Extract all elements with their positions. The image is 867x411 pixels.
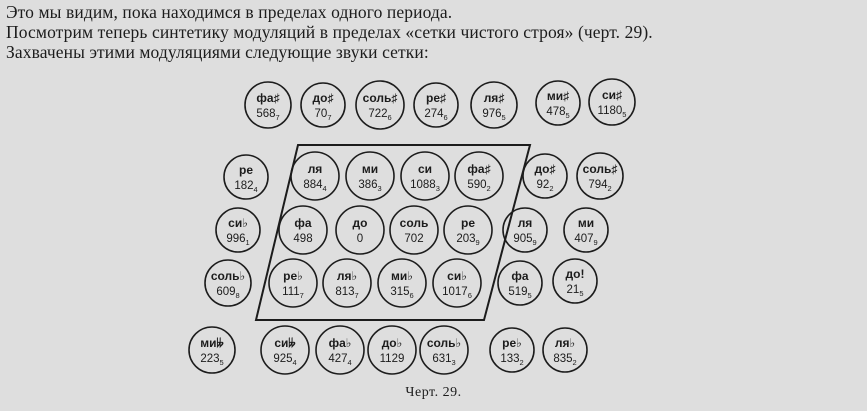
note-name: си♭ [228, 216, 248, 230]
note-subscript: 7 [354, 291, 359, 300]
note-value: $133_2$ [500, 353, 524, 367]
text-line-2: Посмотрим теперь синтетику модуляций в пределах «сетки чистого строя» (черт. 29). [6, 22, 653, 42]
note-name: ми𝄫 [200, 336, 224, 350]
note-circle [490, 328, 534, 372]
note-circle [356, 81, 404, 129]
note-value: $925_4$ [273, 353, 297, 367]
note-value: $274_6$ [424, 108, 448, 122]
note-circle-outline [420, 326, 468, 374]
note-subscript: 5 [565, 111, 570, 120]
note-circle-outline [336, 206, 384, 254]
note-value: $884_4$ [303, 179, 327, 193]
note-circle [420, 326, 468, 374]
note-subscript: 6 [387, 113, 392, 122]
note-subscript: 3 [451, 358, 456, 367]
note-name: фа♭ [328, 336, 352, 350]
note-circle [316, 326, 364, 374]
note-name: соль [399, 216, 429, 230]
note-circle-outline [564, 208, 608, 252]
note-circle-outline [301, 83, 345, 127]
note-name: соль♭ [210, 269, 246, 283]
note-circle [553, 259, 597, 303]
note-name: соль♭ [426, 336, 462, 350]
note-circle-outline [401, 152, 449, 200]
note-name: ля♭ [336, 269, 358, 283]
figure-caption: Черт. 29. [405, 385, 462, 400]
note-value: $568_7$ [256, 108, 280, 122]
note-subscript: 6 [467, 291, 472, 300]
note-name: ми [577, 216, 595, 230]
note-name: си♭ [447, 269, 467, 283]
note-circle-outline [523, 154, 567, 198]
note-circle-outline [245, 82, 291, 128]
note-subscript: 4 [292, 358, 297, 367]
note-subscript: 1 [245, 238, 250, 247]
note-circle [346, 152, 394, 200]
note-circles [189, 79, 635, 374]
note-value: $813_7$ [335, 286, 359, 300]
note-circle [291, 152, 339, 200]
note-name: ля♭ [554, 336, 576, 350]
note-circle-outline [216, 208, 260, 252]
note-subscript: 2 [486, 184, 491, 193]
note-circle [279, 206, 327, 254]
note-value: $223_5$ [200, 353, 224, 367]
note-value: $1180_5$ [597, 105, 627, 119]
note-value: $21_5$ [566, 284, 584, 298]
note-circle [301, 83, 345, 127]
note-circle-outline [490, 328, 534, 372]
note-name: фа♯ [256, 91, 280, 105]
note-name: соль♯ [362, 91, 398, 105]
note-subscript: 3 [377, 184, 382, 193]
note-value: 702 [404, 233, 424, 245]
note-value: $722_6$ [368, 108, 392, 122]
note-value: $203_9$ [456, 233, 480, 247]
note-circle [245, 82, 291, 128]
note-circle [455, 152, 503, 200]
note-circle [216, 208, 260, 252]
note-name: ми [361, 162, 379, 176]
note-circle [523, 154, 567, 198]
note-circle-outline [316, 326, 364, 374]
note-value: $407_9$ [574, 233, 598, 247]
note-name: до♯ [312, 91, 334, 105]
note-subscript: 2 [572, 358, 577, 367]
note-value: 1129 [379, 353, 405, 365]
note-subscript: 4 [347, 358, 352, 367]
note-circle-outline [205, 260, 251, 306]
note-circle-outline [368, 326, 416, 374]
note-value: $976_5$ [482, 108, 506, 122]
note-name: фа [294, 216, 312, 230]
note-circle [269, 259, 317, 307]
note-subscript: 2 [519, 358, 524, 367]
note-name: ре♭ [283, 269, 303, 283]
note-name: ля [307, 162, 323, 176]
note-circle-outline [589, 79, 635, 125]
note-value: $1088_3$ [410, 179, 440, 193]
note-circle [536, 81, 580, 125]
note-subscript: 5 [622, 110, 627, 119]
note-value: $111_7$ [282, 286, 304, 300]
note-circle [433, 259, 481, 307]
note-subscript: 6 [409, 291, 414, 300]
note-subscript: 2 [549, 184, 554, 193]
note-value: 498 [293, 233, 313, 245]
note-value: $905_9$ [513, 233, 537, 247]
note-value: $590_2$ [467, 179, 491, 193]
note-subscript: 2 [607, 184, 612, 193]
note-value: $478_5$ [546, 106, 570, 120]
note-circle-outline [291, 152, 339, 200]
note-circle [224, 155, 268, 199]
note-circle [444, 206, 492, 254]
note-circle-outline [444, 206, 492, 254]
note-circle-outline [378, 259, 426, 307]
note-circle-outline [455, 152, 503, 200]
text-line-3: Захвачены этими модуляциями следующие звуки сетки: [6, 42, 429, 62]
note-name: ми♯ [546, 89, 570, 103]
note-circle [577, 153, 623, 199]
note-value: $386_3$ [358, 179, 382, 193]
note-circle [378, 259, 426, 307]
note-name: ре♯ [425, 91, 447, 105]
note-value: $609_8$ [216, 286, 240, 300]
note-name: си𝄫 [274, 336, 296, 350]
note-name: ля♯ [483, 91, 505, 105]
note-subscript: 6 [443, 113, 448, 122]
note-value: $1017_6$ [442, 286, 472, 300]
note-value: 0 [356, 233, 364, 245]
note-value: $92_2$ [536, 179, 554, 193]
note-circle-outline [323, 259, 371, 307]
note-value: $996_1$ [226, 233, 250, 247]
note-circle-outline [224, 155, 268, 199]
note-name: до♭ [381, 336, 403, 350]
note-name: до♯ [534, 162, 556, 176]
note-circle-outline [346, 152, 394, 200]
note-circle [401, 152, 449, 200]
note-circle [471, 82, 517, 128]
note-circle [205, 260, 251, 306]
text-line-1: Это мы видим, пока находимся в пределах одного периода. [6, 2, 453, 22]
note-subscript: 9 [593, 238, 598, 247]
note-value: $182_4$ [234, 180, 258, 194]
note-circle [564, 208, 608, 252]
note-name: соль♯ [582, 162, 618, 176]
note-circle-outline [503, 208, 547, 252]
note-circle-outline [543, 328, 587, 372]
note-circle-outline [498, 261, 542, 305]
note-value: $794_2$ [588, 179, 612, 193]
note-circle [498, 261, 542, 305]
note-subscript: 3 [435, 184, 440, 193]
note-circle-outline [414, 83, 458, 127]
note-subscript: 5 [501, 113, 506, 122]
note-name: си♯ [601, 88, 623, 102]
note-name: ре♭ [502, 336, 522, 350]
note-value: $519_5$ [508, 286, 532, 300]
note-name: си [417, 162, 433, 176]
note-name: до [352, 216, 368, 230]
note-subscript: 5 [219, 358, 224, 367]
note-circle [261, 326, 309, 374]
note-circle [189, 327, 235, 373]
note-circle-outline [536, 81, 580, 125]
note-name: ре [460, 216, 476, 230]
note-circle [390, 206, 438, 254]
note-value: $427_4$ [328, 353, 352, 367]
note-circle [323, 259, 371, 307]
note-circle-outline [390, 206, 438, 254]
note-subscript: 8 [235, 291, 240, 300]
note-value: $70_7$ [314, 108, 332, 122]
note-circle-outline [471, 82, 517, 128]
note-circle-outline [261, 326, 309, 374]
note-subscript: 4 [322, 184, 327, 193]
note-name: ми♭ [391, 269, 413, 283]
note-circle-outline [269, 259, 317, 307]
note-name: ре [238, 163, 254, 177]
note-circle-outline [279, 206, 327, 254]
note-subscript: 7 [275, 113, 280, 122]
note-subscript: 4 [253, 185, 258, 194]
note-value: $631_3$ [432, 353, 456, 367]
note-subscript: 7 [299, 291, 304, 300]
note-name: фа [511, 269, 529, 283]
note-circle [503, 208, 547, 252]
note-circle [543, 328, 587, 372]
note-circle [414, 83, 458, 127]
note-value: $315_6$ [390, 286, 414, 300]
note-value: $835_2$ [553, 353, 577, 367]
note-name: до! [565, 267, 585, 281]
note-name: ля [517, 216, 533, 230]
note-subscript: 5 [527, 291, 532, 300]
note-circle-outline [356, 81, 404, 129]
note-circle [368, 326, 416, 374]
note-circle [589, 79, 635, 125]
note-circle-outline [189, 327, 235, 373]
note-name: фа♯ [467, 162, 491, 176]
note-circle [336, 206, 384, 254]
note-subscript: 9 [475, 238, 480, 247]
note-circle-outline [433, 259, 481, 307]
note-circle-outline [553, 259, 597, 303]
note-subscript: 9 [532, 238, 537, 247]
note-circle-outline [577, 153, 623, 199]
note-subscript: 5 [579, 289, 584, 298]
note-subscript: 7 [327, 113, 332, 122]
